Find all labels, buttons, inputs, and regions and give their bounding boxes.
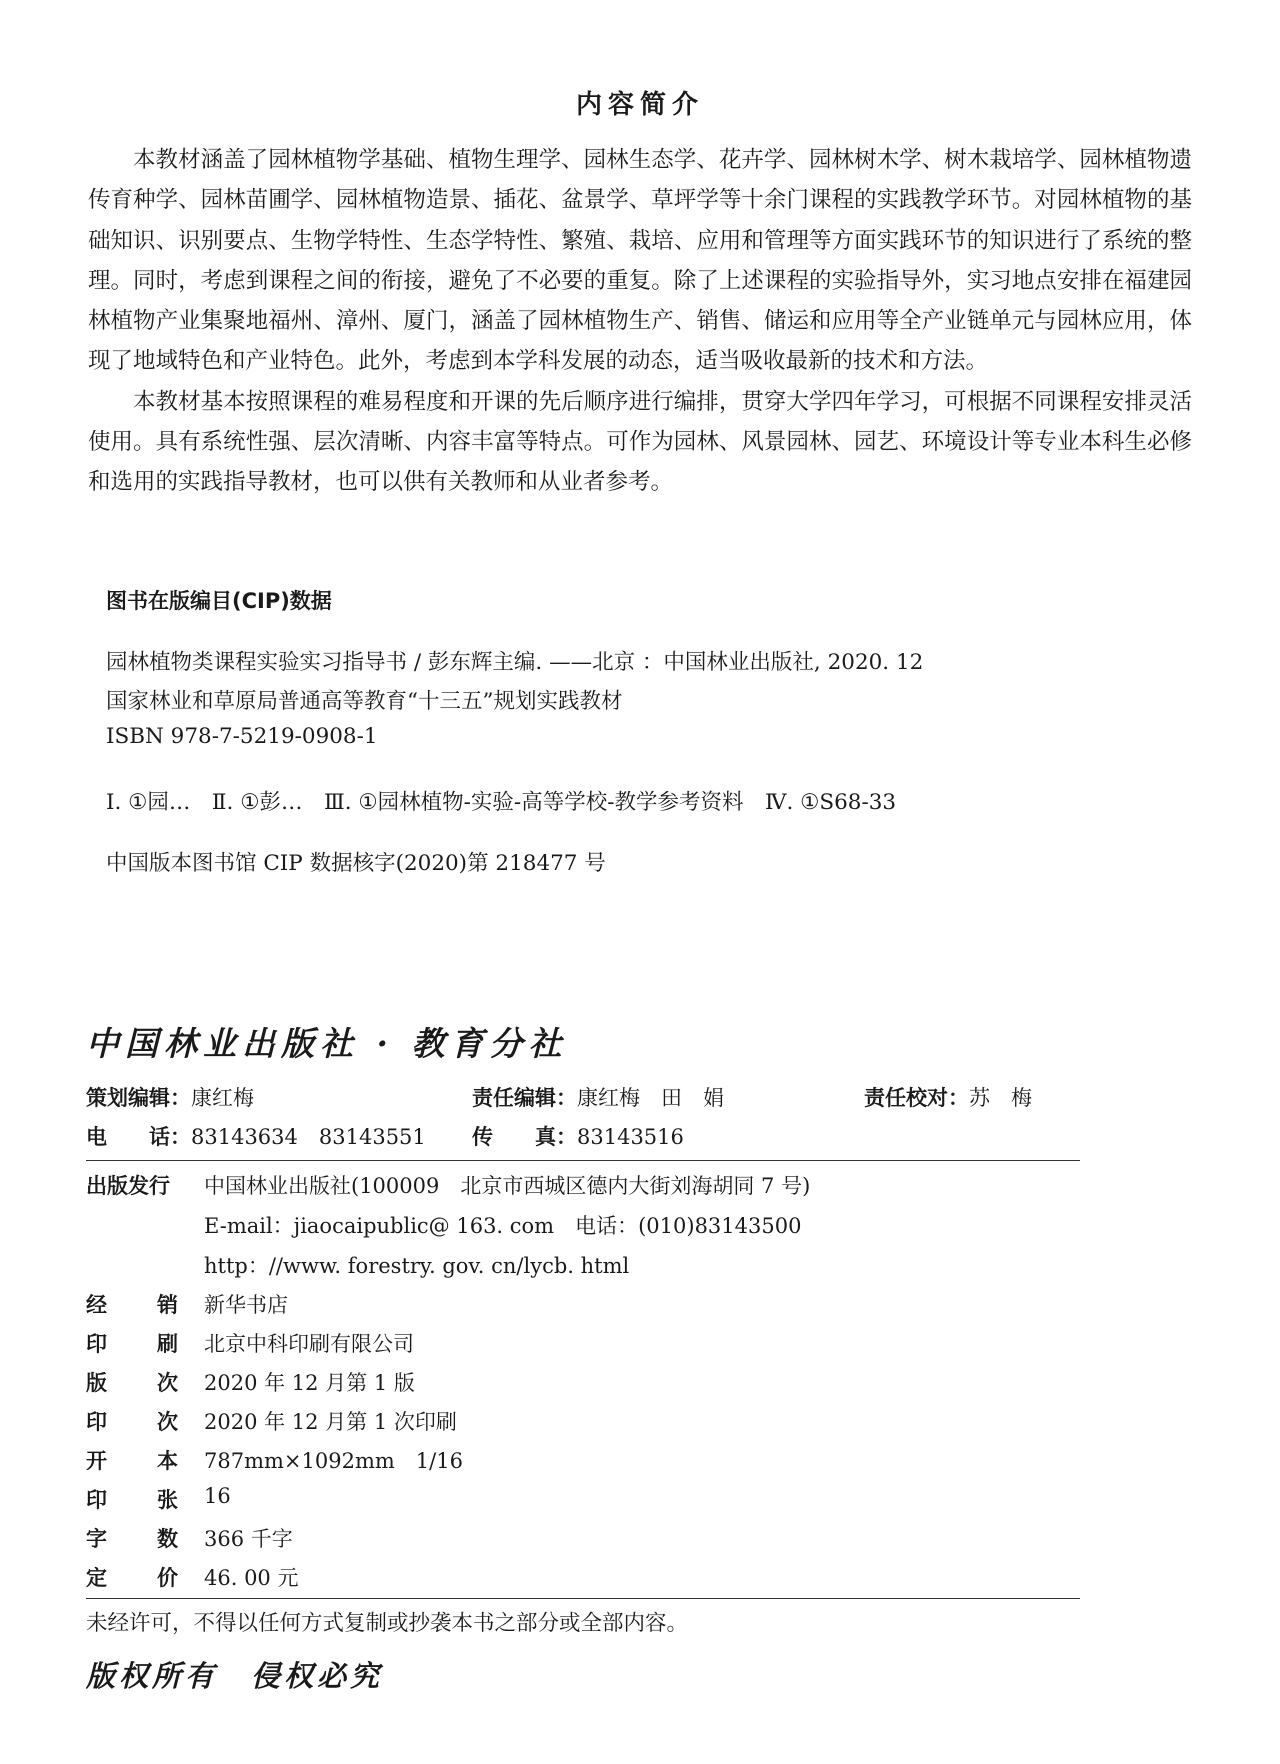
planning-editor-value: 康红梅 (191, 1086, 254, 1110)
spec-value-price: 46. 00 元 (204, 1566, 299, 1590)
phone-value: 83143634 83143551 (191, 1125, 426, 1149)
divider-top (86, 1160, 1080, 1161)
proofreader-label: 责任校对： (864, 1086, 969, 1110)
responsible-editor-label: 责任编辑： (472, 1086, 577, 1110)
publisher-banner: 中国林业出版社 · 教育分社 (86, 1024, 568, 1063)
planning-editor (86, 1082, 254, 1112)
cip-heading: 图书在版编目(CIP)数据 (106, 589, 332, 613)
spec-label-format: 开 本 (86, 1449, 178, 1473)
summary-body (88, 140, 1192, 503)
phone (86, 1121, 426, 1151)
responsible-editor (472, 1082, 724, 1112)
divider-bottom (86, 1598, 1080, 1599)
proofreader-value: 苏 梅 (969, 1086, 1032, 1110)
spec-label-distributor: 经 销 (86, 1293, 178, 1317)
spec-label-word-count: 字 数 (86, 1527, 178, 1551)
spec-label-printing: 印 次 (86, 1410, 178, 1434)
cip-isbn-line: ISBN 978-7-5219-0908-1 (106, 724, 378, 749)
distribution-contact: E-mail：jiaocaipublic@ 163. com 电话：(010)83143500 (204, 1214, 802, 1238)
spec-value-distributor: 新华书店 (204, 1293, 288, 1317)
proofreader (864, 1082, 1032, 1112)
summary-paragraph: 本教材基本按照课程的难易程度和开课的先后顺序进行编排，贯穿大学四年学习，可根据不同课程安排灵活使用。具有系统性强、层次清晰、内容丰富等特点。可作为园林、风景园林、园艺、环境设计等专业本科生必修和选用的实践指导教材，也可以供有关教师和从业者参考。 (88, 388, 1192, 496)
cip-record-line: 中国版本图书馆 CIP 数据核字(2020)第 218477 号 (106, 851, 606, 876)
cip-title-line: 园林植物类课程实验实习指导书 / 彭东辉主编. ——北京 ：中国林业出版社, 2020. 12 (106, 650, 924, 675)
distribution-label: 出版发行 (86, 1174, 170, 1198)
spec-value-printing: 2020 年 12 月第 1 次印刷 (204, 1410, 457, 1434)
distribution-address: 中国林业出版社(100009 北京市西城区德内大街刘海胡同 7 号) (204, 1174, 811, 1198)
planning-editor-label: 策划编辑： (86, 1086, 191, 1110)
spec-value-sheets: 16 (204, 1484, 231, 1508)
copy-notice: 未经许可，不得以任何方式复制或抄袭本书之部分或全部内容。 (86, 1611, 689, 1636)
spec-label-price: 定 价 (86, 1566, 178, 1590)
fax (472, 1121, 684, 1151)
spec-label-sheets: 印 张 (86, 1488, 178, 1512)
spec-value-printer: 北京中科印刷有限公司 (204, 1332, 414, 1356)
cip-series-line: 国家林业和草原局普通高等教育“十三五”规划实践教材 (106, 689, 623, 714)
fax-label: 传 真： (472, 1125, 577, 1149)
spec-value-edition: 2020 年 12 月第 1 版 (204, 1371, 415, 1395)
fax-value: 83143516 (577, 1125, 684, 1149)
spec-value-word-count: 366 千字 (204, 1527, 293, 1551)
distribution-website: http：//www. forestry. gov. cn/lycb. html (204, 1254, 630, 1278)
summary-paragraph: 本教材涵盖了园林植物学基础、植物生理学、园林生态学、花卉学、园林树木学、树木栽培学、园林植物遗传育种学、园林苗圃学、园林植物造景、插花、盆景学、草坪学等十余门课程的实践教学环节。对园林植物的基础知识、识别要点、生物学特性、生态学特性、繁殖、栽培、应用和管理等方面实践环节的知识进行了系统的整理。同时，考虑到课程之间的衔接，避免了不必要的重复。除了上述课程的实验指导外，实习地点安排在福建园林植物产业集聚地福州、漳州、厦门，涵盖了园林植物生产、销售、储运和应用等全产业链单元与园林应用，体现了地域特色和产业特色。此外，考虑到本学科发展的动态，适当吸收最新的技术和方法。 (88, 147, 1192, 375)
phone-label: 电 话： (86, 1125, 191, 1149)
rights-statement: 版权所有 侵权必究 (86, 1659, 384, 1693)
spec-value-format: 787mm×1092mm 1/16 (204, 1449, 463, 1473)
cip-classification-line: Ⅰ. ①园… Ⅱ. ①彭… Ⅲ. ①园林植物-实验-高等学校-教学参考资料 Ⅳ. ①S68-33 (106, 790, 897, 815)
spec-label-edition: 版 次 (86, 1371, 178, 1395)
summary-title: 内容简介 (575, 90, 704, 120)
responsible-editor-value: 康红梅 田 娟 (577, 1086, 724, 1110)
spec-label-printer: 印 刷 (86, 1332, 178, 1356)
